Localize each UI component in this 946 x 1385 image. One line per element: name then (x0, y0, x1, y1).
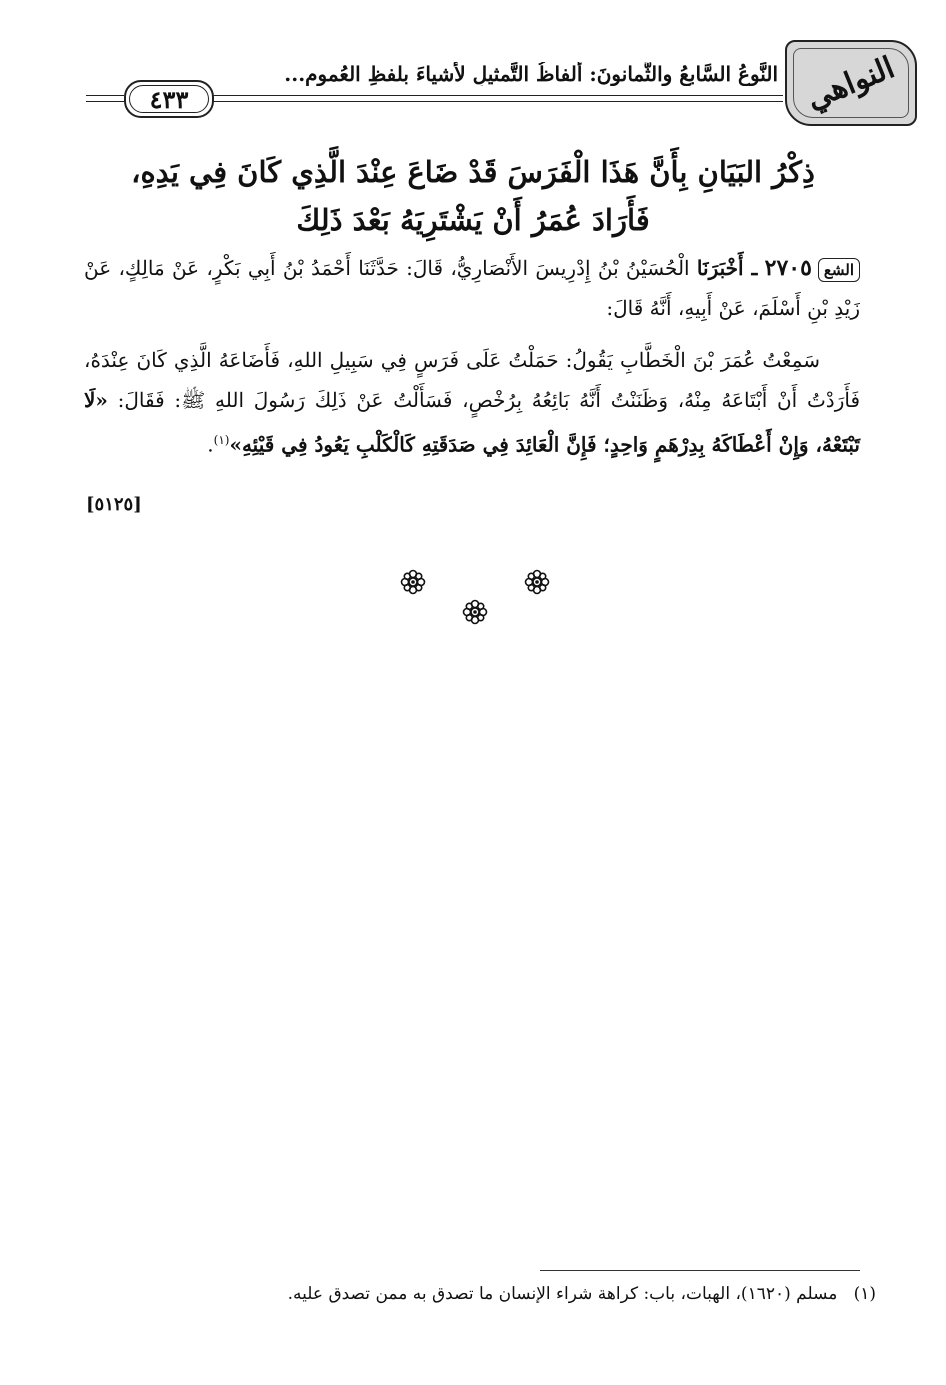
hadith-matn (84, 340, 860, 465)
footnote-marker: (١) (213, 433, 230, 447)
page-number-frame (124, 80, 214, 118)
akhbarana-label: ـ أَخْبَرَنَا (696, 256, 758, 280)
header-rule-left (86, 95, 124, 96)
prophetic-quote: «لَا تَبْتَعْهُ، وَإِنْ أَعْطَاكَهُ بِدِرْهَمٍ وَاحِدٍ؛ فَإِنَّ الْعَائِدَ فِي صَدَقَتِهِ كَالْكَلْبِ يَعُودُ فِي قَيْئِهِ» (84, 388, 860, 457)
chapter-heading (120, 148, 826, 244)
header-rule-left (86, 101, 124, 102)
header-rule (213, 101, 783, 102)
running-title: النَّوعُ السَّابعُ والثَّمانونَ: ألفاظُ التَّمثيلِ لأشياءَ بلفظِ العُمومِ... (284, 62, 778, 86)
matn-text: سَمِعْتُ عُمَرَ بْنَ الْخَطَّابِ يَقُولُ: حَمَلْتُ عَلَى فَرَسٍ فِي سَبِيلِ اللهِ، فَأَضَاعَهُ الَّذِي كَانَ عِنْدَهُ، فَأَرَدْتُ أَنْ أَبْتَاعَهُ مِنْهُ، وَظَنَنْتُ أَنَّهُ بَائِعُهُ بِرُخْصٍ، فَسَأَلْتُ عَنْ ذَلِكَ رَسُولَ اللهِ ﷺ: فَقَالَ: (84, 348, 861, 412)
footnote (76, 1284, 876, 1304)
hadith-isnad (84, 248, 860, 328)
footnote-text: مسلم (١٦٢٠)، الهبات، باب: كراهة شراء الإنسان ما تصدق به ممن تصدق عليه. (287, 1284, 838, 1304)
matn-end: . (207, 432, 214, 457)
isnad-text: الْحُسَيْنُ بْنُ إِدْرِيسَ الأَنْصَارِيُّ، قَالَ: حَدَّثَنَا أَحْمَدُ بْنُ أَبِي بَكْرٍ، عَنْ مَالِكٍ، عَنْ زَيْدِ بْنِ أَسْلَمَ، عَنْ أَبِيهِ، أَنَّهُ قَالَ: (84, 256, 860, 320)
header-rule (213, 95, 783, 96)
footnote-separator (540, 1270, 860, 1271)
section-badge (785, 40, 917, 126)
page-number: ٤٣٣ (149, 84, 189, 114)
flower-ornament-icon (400, 569, 426, 595)
heading-line-2: فَأَرَادَ عُمَرُ أَنْ يَشْتَرِيَهُ بَعْدَ ذَلِكَ (296, 203, 650, 237)
flower-ornament-icon (524, 569, 550, 595)
footnote-number: (١) (853, 1284, 876, 1304)
cross-reference: [٥١٢٥] (86, 494, 142, 515)
flower-ornament-icon (462, 599, 488, 625)
heading-line-1: ذِكْرُ البَيَانِ بِأَنَّ هَذَا الْفَرَسَ قَدْ ضَاعَ عِنْدَ الَّذِي كَانَ فِي يَدِهِ، (131, 155, 815, 189)
badge-label: النواهي (802, 49, 900, 117)
sahih-tag-icon: الشع (818, 258, 860, 282)
hadith-number: ٢٧٠٥ (764, 255, 812, 281)
